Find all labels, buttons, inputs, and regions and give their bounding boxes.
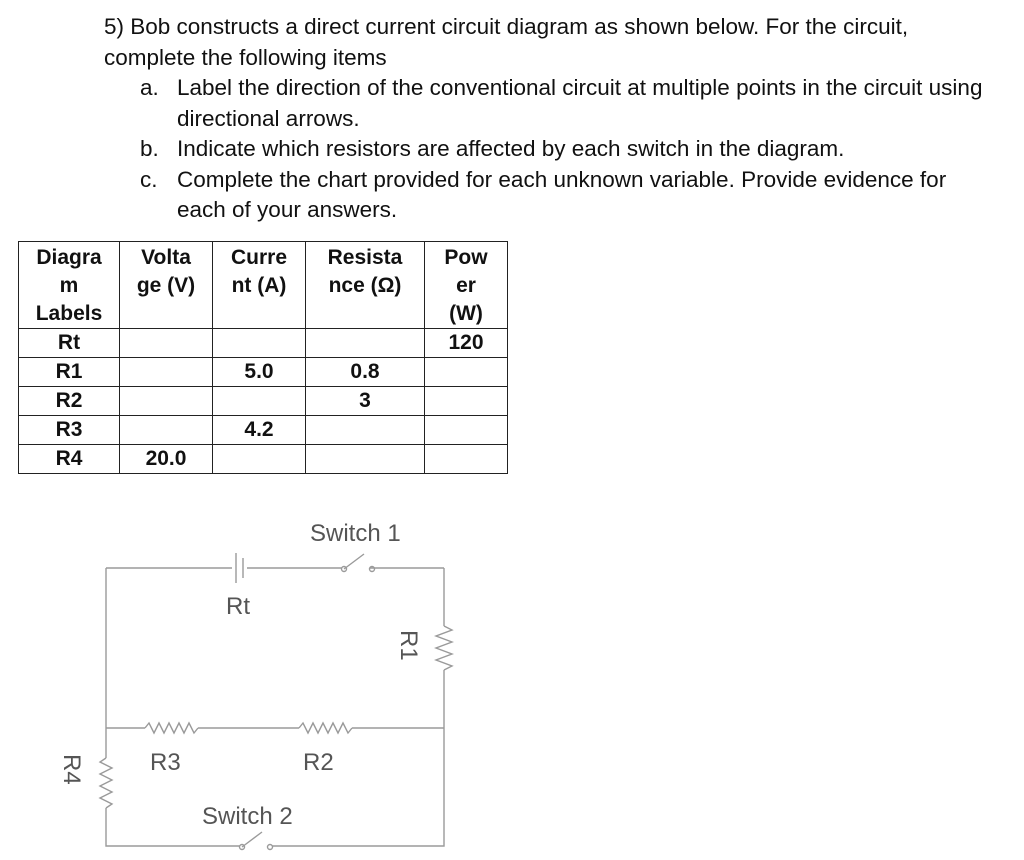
- cell-current: 4.2: [213, 416, 306, 445]
- cell-power: [425, 358, 508, 387]
- item-text: Complete the chart provided for each unknown variable. Provide evidence for each of your answers.: [177, 166, 947, 222]
- question-item-a: [140, 73, 984, 134]
- switch1-lever: [344, 554, 364, 569]
- wire-lower-right: [272, 728, 444, 846]
- cell-voltage: [120, 416, 213, 445]
- cell-voltage: [120, 387, 213, 416]
- cell-label: R2: [19, 387, 120, 416]
- cell-power: [425, 387, 508, 416]
- table-header-row: [19, 242, 508, 329]
- item-text: Indicate which resistors are affected by each switch in the diagram.: [177, 136, 845, 161]
- switch2-label: Switch 2: [202, 803, 293, 830]
- table-row: [19, 416, 508, 445]
- item-marker: b.: [140, 136, 159, 161]
- cell-current: [213, 387, 306, 416]
- header-diagram-labels: Diagra m Labels: [19, 242, 120, 329]
- cell-voltage: 20.0: [120, 445, 213, 474]
- values-table: [18, 241, 508, 474]
- header-power: Pow er (W): [425, 242, 508, 329]
- cell-power: [425, 445, 508, 474]
- switch1-label: Switch 1: [310, 520, 401, 547]
- r1-resistor: [436, 626, 452, 670]
- cell-label: R3: [19, 416, 120, 445]
- cell-resistance: [306, 445, 425, 474]
- cell-voltage: [120, 358, 213, 387]
- cell-current: 5.0: [213, 358, 306, 387]
- item-text: Label the direction of the conventional circuit at multiple points in the circuit using directional arrows.: [177, 75, 983, 131]
- r1-label: R1: [395, 630, 422, 661]
- item-marker: a.: [140, 75, 159, 100]
- question-items: [104, 73, 984, 226]
- circuit-diagram: [0, 490, 1024, 860]
- cell-resistance: [306, 329, 425, 358]
- cell-current: [213, 329, 306, 358]
- cell-label: R1: [19, 358, 120, 387]
- switch2-lever: [242, 832, 262, 847]
- question-block: [104, 12, 984, 226]
- header-resistance: Resista nce (Ω): [306, 242, 425, 329]
- r2-label: R2: [303, 749, 334, 776]
- r2-resistor: [299, 723, 352, 733]
- cell-power: 120: [425, 329, 508, 358]
- question-intro: 5) Bob constructs a direct current circuit diagram as shown below. For the circuit, complete the following items: [104, 14, 909, 70]
- cell-voltage: [120, 329, 213, 358]
- cell-resistance: 3: [306, 387, 425, 416]
- table-row: [19, 329, 508, 358]
- header-voltage: Volta ge (V): [120, 242, 213, 329]
- cell-resistance: 0.8: [306, 358, 425, 387]
- cell-power: [425, 416, 508, 445]
- switch2-contact: [268, 845, 273, 850]
- table-row: [19, 358, 508, 387]
- cell-resistance: [306, 416, 425, 445]
- table-row: [19, 387, 508, 416]
- cell-label: Rt: [19, 329, 120, 358]
- item-marker: c.: [140, 166, 158, 192]
- header-current: Curre nt (A): [213, 242, 306, 329]
- cell-current: [213, 445, 306, 474]
- r3-label: R3: [150, 749, 181, 776]
- table-row: [19, 445, 508, 474]
- question-item-c: [140, 165, 984, 226]
- r4-resistor: [100, 758, 112, 808]
- r4-label: R4: [58, 754, 85, 785]
- battery-label: Rt: [226, 593, 250, 620]
- cell-label: R4: [19, 445, 120, 474]
- question-item-b: [140, 134, 984, 165]
- switch1-contact: [370, 567, 375, 572]
- r3-resistor: [145, 723, 198, 733]
